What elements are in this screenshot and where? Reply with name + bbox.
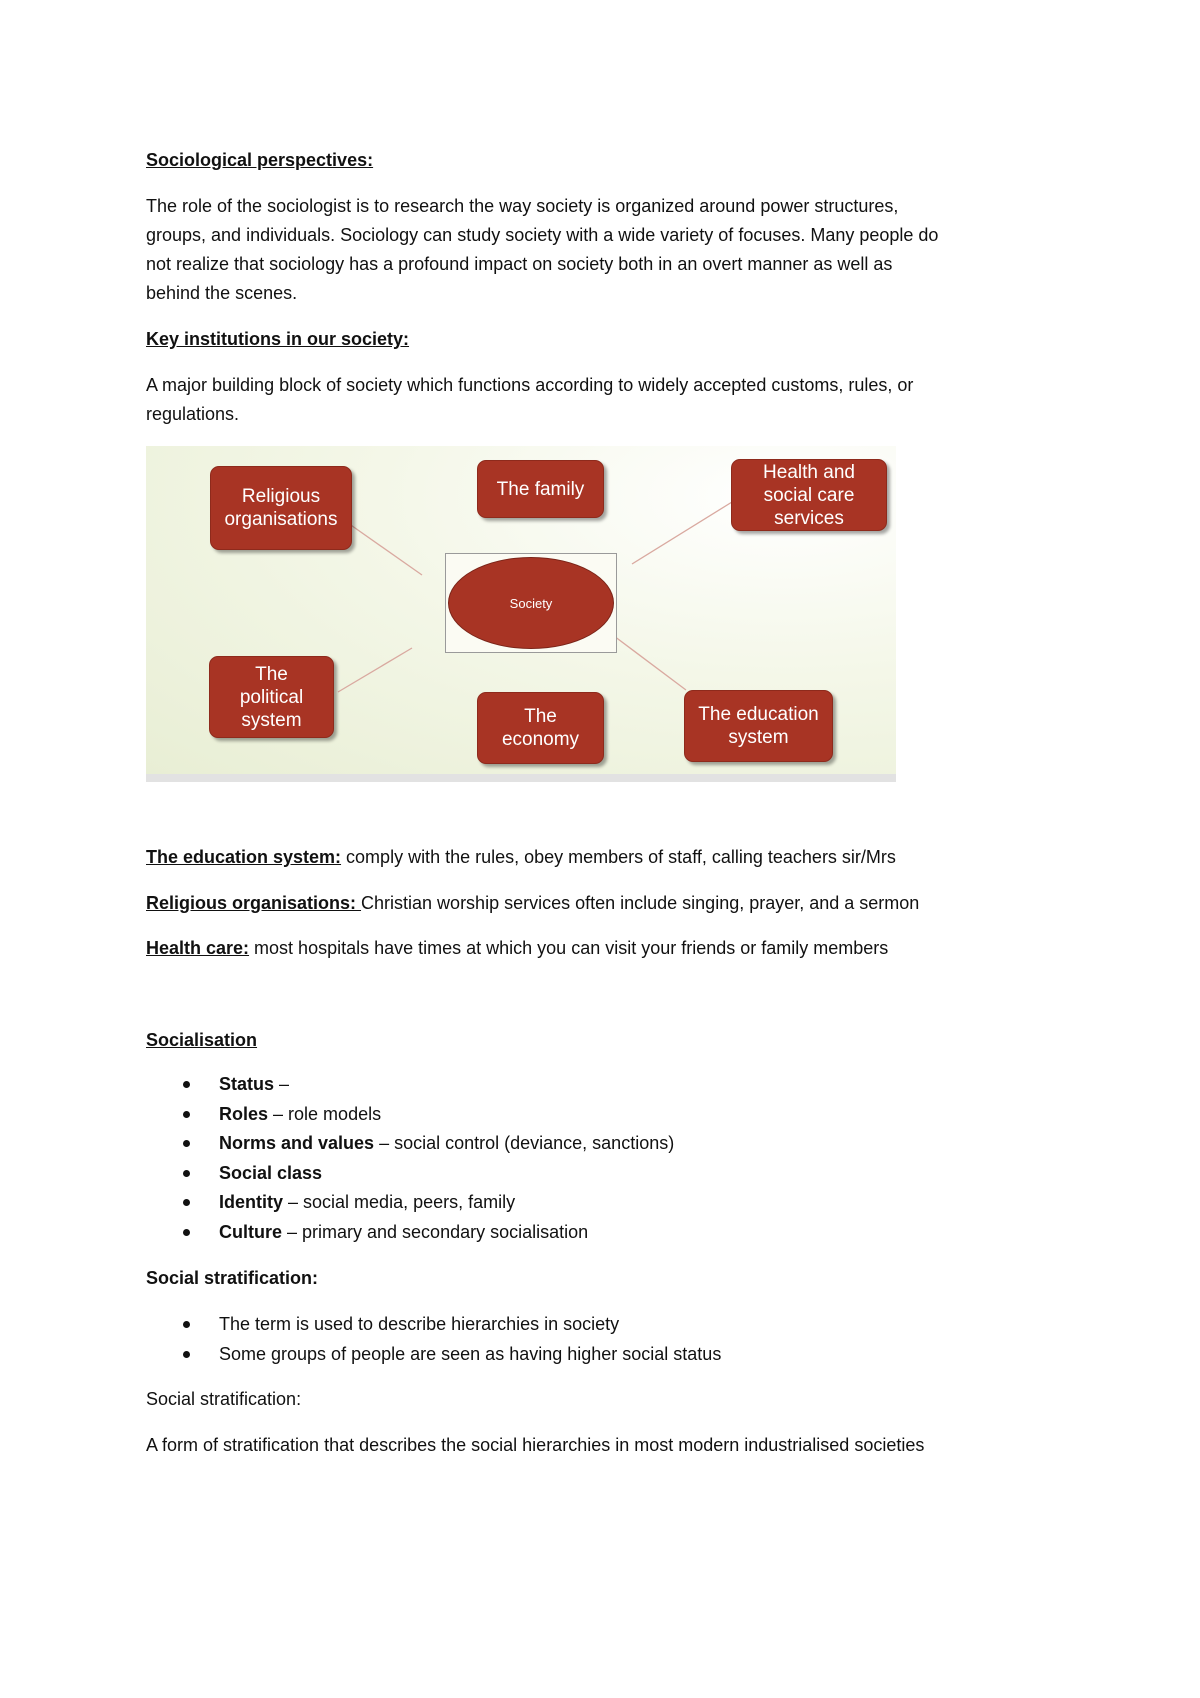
connector-education	[614, 636, 686, 690]
bullet-icon	[183, 1140, 190, 1147]
institutions-paragraph	[146, 371, 913, 429]
stratification-definition: A form of stratification that describes the social hierarchies in most modern industrialised societies	[146, 1435, 925, 1455]
connector-political	[338, 648, 412, 692]
bullet-icon	[183, 1170, 190, 1177]
heading-sociological-perspectives: Sociological perspectives:	[146, 150, 374, 170]
bullet-icon	[183, 1111, 190, 1118]
bullet-icon	[183, 1321, 190, 1328]
intro-line: The role of the sociologist is to research the way society is organized around power structures,	[146, 196, 899, 216]
society-ellipse: Society	[448, 557, 614, 649]
bullet-icon	[183, 1081, 190, 1088]
intro-paragraph	[146, 192, 938, 308]
bullet-icon	[183, 1199, 190, 1206]
example-religious: Religious organisations: Christian worship services often include singing, prayer, and a sermon	[146, 893, 920, 913]
institutions-line: A major building block of society which functions according to widely accepted customs, rules, or	[146, 375, 914, 395]
bullet-icon	[183, 1229, 190, 1236]
node-the-economy: The economy	[477, 692, 604, 764]
intro-line: behind the scenes.	[146, 283, 298, 303]
stratification-list	[146, 1310, 1046, 1369]
example-education: The education system: comply with the rules, obey members of staff, calling teachers sir/Mrs	[146, 847, 896, 867]
intro-line: groups, and individuals. Sociology can study society with a wide variety of focuses. Many people do	[146, 225, 939, 245]
node-religious-organisations: Religious organisations	[210, 466, 352, 550]
institutions-diagram	[146, 446, 896, 782]
list-item: Norms and values – social control (deviance, sanctions)	[146, 1129, 1046, 1159]
node-the-family: The family	[477, 460, 604, 518]
institutions-line: regulations.	[146, 404, 240, 424]
node-political-system: The political system	[209, 656, 334, 738]
bullet-icon	[183, 1351, 190, 1358]
list-item: Social class	[146, 1159, 1046, 1189]
society-frame	[445, 553, 617, 653]
list-item: Status –	[146, 1070, 1046, 1100]
list-item: Identity – social media, peers, family	[146, 1188, 1046, 1218]
intro-line: not realize that sociology has a profound impact on society both in an overt manner as well as	[146, 254, 893, 274]
heading-social-stratification-2: Social stratification:	[146, 1389, 302, 1409]
heading-socialisation: Socialisation	[146, 1030, 258, 1050]
list-item: Some groups of people are seen as having higher social status	[146, 1340, 1046, 1370]
example-health: Health care: most hospitals have times at which you can visit your friends or family members	[146, 938, 889, 958]
connector-health	[632, 502, 732, 564]
heading-social-stratification: Social stratification:	[146, 1268, 319, 1288]
node-education-system: The education system	[684, 690, 833, 762]
node-health-social-care: Health and social care services	[731, 459, 887, 531]
socialisation-list	[146, 1070, 1046, 1248]
list-item: The term is used to describe hierarchies in society	[146, 1310, 1046, 1340]
list-item: Roles – role models	[146, 1100, 1046, 1130]
diagram-bottom-bar	[146, 774, 896, 782]
heading-key-institutions: Key institutions in our society:	[146, 329, 410, 349]
list-item: Culture – primary and secondary socialisation	[146, 1218, 1046, 1248]
